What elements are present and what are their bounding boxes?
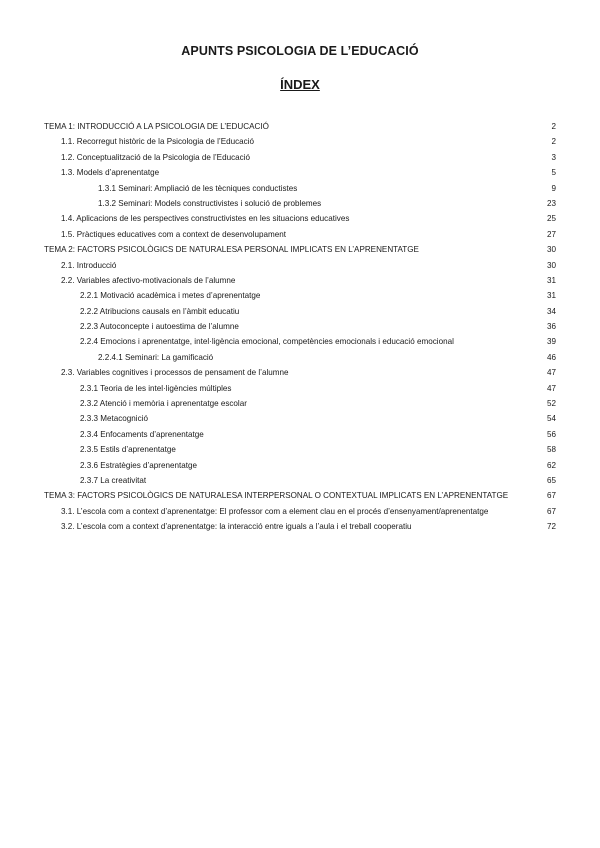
toc-entry[interactable]: [0, 273, 600, 288]
toc-entry-label: 2.3.4 Enfocaments d’aprenentatge: [80, 429, 204, 439]
toc-entry[interactable]: [0, 442, 600, 457]
toc-entry[interactable]: [0, 411, 600, 426]
toc-entry-page-number: 62: [546, 460, 556, 470]
toc-entry[interactable]: [0, 227, 600, 242]
toc-entry[interactable]: [0, 504, 600, 519]
toc-entry-page-number: 72: [546, 522, 556, 532]
toc-entry-label: 1.3. Models d’aprenentatge: [61, 168, 160, 178]
toc-entry-page-number: 30: [546, 260, 556, 270]
toc-entry-page-number: 30: [546, 245, 556, 255]
toc-entry-page-number: 31: [546, 291, 556, 301]
toc-entry-label: 2.2.4.1 Seminari: La gamificació: [98, 352, 214, 362]
toc-entry-label: 2.3.5 Estils d’aprenentatge: [80, 445, 176, 455]
toc-entry[interactable]: [0, 211, 600, 226]
toc-entry-label: 1.2. Conceptualització de la Psicologia de l’Educació: [61, 152, 250, 162]
toc-entry[interactable]: [0, 196, 600, 211]
toc-entry-page-number: 27: [546, 229, 556, 239]
document-title: APUNTS PSICOLOGIA DE L’EDUCACIÓ: [181, 44, 419, 58]
toc-entry-page-number: 36: [546, 322, 556, 332]
toc-entry[interactable]: [0, 350, 600, 365]
toc-entry[interactable]: [0, 319, 600, 334]
toc-entry[interactable]: [0, 365, 600, 380]
toc-entry[interactable]: [0, 288, 600, 303]
index-heading: ÍNDEX: [280, 77, 320, 92]
toc-entry-page-number: 65: [546, 475, 556, 485]
toc-entry-page-number: 56: [546, 429, 556, 439]
toc-entry-label: 1.4. Aplicacions de les perspectives constructivistes en les situacions educatives: [61, 214, 350, 224]
toc-entry-label: 2.2.3 Autoconcepte i autoestima de l’alumne: [80, 322, 239, 332]
toc-entry-label: 3.2. L’escola com a context d’aprenentatge: la interacció entre iguals a l’aula i el treball cooperatiu: [61, 522, 412, 532]
toc-entry[interactable]: [0, 134, 600, 149]
toc-entry-label: 1.3.2 Seminari: Models constructivistes i solució de problemes: [98, 198, 322, 208]
toc-entry[interactable]: [0, 381, 600, 396]
toc-entry-page-number: 54: [546, 414, 556, 424]
toc-entry[interactable]: [0, 242, 600, 257]
toc-entry-label: TEMA 3: FACTORS PSICOLÒGICS DE NATURALESA INTERPERSONAL O CONTEXTUAL IMPLICATS EN L’APRENENTATGE: [44, 491, 509, 501]
toc-entry-label: 2.3.2 Atenció i memòria i aprenentatge escolar: [80, 399, 247, 409]
toc-entry-page-number: 5: [551, 168, 556, 178]
toc-entry-page-number: 23: [546, 198, 556, 208]
toc-entry[interactable]: [0, 458, 600, 473]
toc-entry-page-number: 67: [546, 506, 556, 516]
toc-entry-label: 1.1. Recorregut històric de la Psicologia de l’Educació: [61, 137, 255, 147]
toc-entry-label: 3.1. L’escola com a context d’aprenentatge: El professor com a element clau en el procés d’ensenyament/aprenentatge: [61, 506, 489, 516]
toc-entry-label: 2.2.4 Emocions i aprenentatge, intel·ligència emocional, competències emocionals i educació emocional: [80, 337, 454, 347]
toc-entry-label: TEMA 2: FACTORS PSICOLÒGICS DE NATURALESA PERSONAL IMPLICATS EN L’APRENENTATGE: [44, 245, 419, 255]
toc-entry-page-number: 39: [546, 337, 556, 347]
toc-entry-label: 2.2. Variables afectivo-motivacionals de l’alumne: [61, 275, 236, 285]
toc-entry-label: 2.2.2 Atribucions causals en l’àmbit educatiu: [80, 306, 240, 316]
toc-entry-page-number: 2: [551, 137, 556, 147]
toc-entry-label: 2.2.1 Motivació acadèmica i metes d’aprenentatge: [80, 291, 261, 301]
toc-entry-page-number: 67: [546, 491, 556, 501]
toc-entry-page-number: 46: [546, 352, 556, 362]
toc-entry-label: 1.5. Pràctiques educatives com a context de desenvolupament: [61, 229, 286, 239]
toc-entry-page-number: 3: [551, 152, 556, 162]
toc-entry-label: 1.3.1 Seminari: Ampliació de les tècniques conductistes: [98, 183, 298, 193]
toc-entry-label: 2.3. Variables cognitives i processos de pensament de l’alumne: [61, 368, 289, 378]
toc-entry[interactable]: [0, 396, 600, 411]
toc-entry-page-number: 34: [546, 306, 556, 316]
toc-entry-page-number: 47: [546, 368, 556, 378]
toc-entry[interactable]: [0, 304, 600, 319]
toc-entry[interactable]: [0, 488, 600, 503]
toc-entry-label: 2.3.1 Teoria de les intel·ligències múltiples: [80, 383, 232, 393]
toc-entry[interactable]: [0, 119, 600, 134]
toc-entry[interactable]: [0, 150, 600, 165]
toc-entry[interactable]: [0, 181, 600, 196]
toc-entry-page-number: 47: [546, 383, 556, 393]
toc-entry[interactable]: [0, 334, 600, 349]
toc-entry-label: 2.1. Introducció: [61, 260, 117, 270]
toc-entry[interactable]: [0, 519, 600, 534]
toc-entry-label: 2.3.3 Metacognició: [80, 414, 148, 424]
toc-entry-label: 2.3.6 Estratègies d’aprenentatge: [80, 460, 197, 470]
toc-entry[interactable]: [0, 473, 600, 488]
toc-entry[interactable]: [0, 427, 600, 442]
toc-entry-page-number: 9: [551, 183, 556, 193]
toc-entry-page-number: 2: [551, 122, 556, 131]
toc-entry-label: TEMA 1: INTRODUCCIÓ A LA PSICOLOGIA DE L’EDUCACIÓ: [44, 122, 269, 131]
toc-entry-page-number: 31: [546, 275, 556, 285]
table-of-contents: [0, 119, 600, 535]
toc-entry-page-number: 52: [546, 399, 556, 409]
toc-entry-page-number: 58: [546, 445, 556, 455]
toc-entry-label: 2.3.7 La creativitat: [80, 475, 147, 485]
toc-entry[interactable]: [0, 165, 600, 180]
toc-entry-page-number: 25: [546, 214, 556, 224]
toc-entry[interactable]: [0, 258, 600, 273]
